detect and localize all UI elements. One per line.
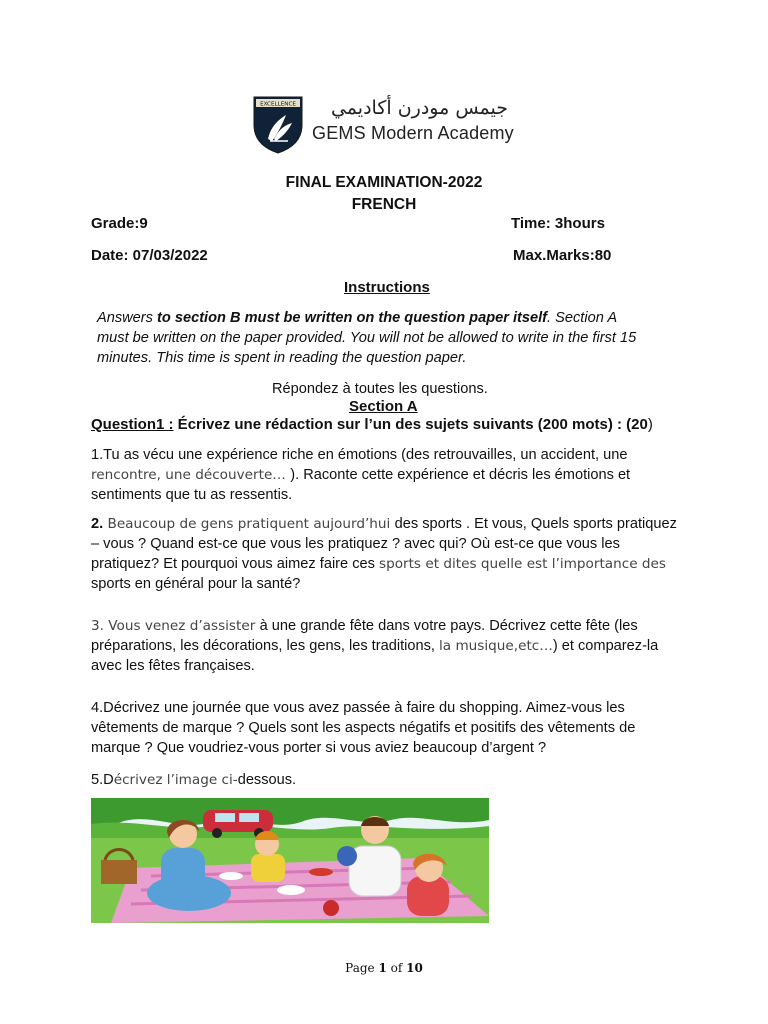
instructions-heading: Instructions <box>344 279 430 296</box>
exam-title: FINAL EXAMINATION-2022 <box>285 174 483 191</box>
instructions-line-2: must be written on the paper provided. You will not be allowed to write in the first 15 <box>97 330 637 346</box>
question1-heading: Question1 : Écrivez une rédaction sur l’un des sujets suivants (200 mots) : (20) <box>91 416 653 433</box>
picnic-illustration <box>91 798 489 923</box>
logo-english-text: GEMS Modern Academy <box>312 123 514 143</box>
date-label: Date: 07/03/2022 <box>91 247 208 264</box>
answer-all-text: Répondez à toutes les questions. <box>272 381 488 397</box>
section-a-heading: Section A <box>349 398 418 415</box>
topic-5: 5.Décrivez l’image ci-dessous. <box>91 772 297 788</box>
topic-2: 2. Beaucoup de gens pratiquent aujourd’hui des sports . Et vous, Quels sports pratiquez – vous ? Quand est-ce que vous les pratiquez ? avec qui? Où est-ce que vous les pratiquez? Et pourquoi vous aimez faire ces sports et dites quelle est l’importance des sports en général pour la santé? <box>91 516 677 592</box>
school-logo <box>250 95 520 157</box>
logo-arabic-text: جيمس مودرن أكاديمي <box>330 97 508 119</box>
school-crest-icon <box>250 95 306 155</box>
crest-badge-text: EXCELLENCE <box>260 101 296 108</box>
instructions-line-3: minutes. This time is spent in reading the question paper. <box>97 350 467 366</box>
topic-1: 1.Tu as vécu une expérience riche en émotions (des retrouvailles, un accident, une rencontre, une découverte… ). Raconte cette expérience et décris les émotions et sentiments que tu as ressentis. <box>91 447 631 503</box>
instructions-text <box>97 308 697 368</box>
topic-3: 3. Vous venez d’assister à une grande fête dans votre pays. Décrivez cette fête (les préparations, les décorations, les gens, les traditions, la musique,etc…) et comparez-la avec les fêtes françaises. <box>91 618 659 674</box>
topic-4: 4.Décrivez une journée que vous avez passée à faire du shopping. Aimez-vous les vêtements de marque ? Quels sont les aspects négatifs et positifs des vêtements de marque ? Que voudriez-vous porter si vous aviez beaucoup d’argent ? <box>91 700 636 756</box>
exam-subject: FRENCH <box>351 196 417 213</box>
grade-label: Grade:9 <box>91 215 148 232</box>
instructions-line-1: Answers to section B must be written on the question paper itself. Section A <box>97 310 618 326</box>
page-number: Page 1 of 10 <box>345 961 423 975</box>
time-label: Time: 3hours <box>511 215 605 232</box>
question1-label: Question1 : <box>91 416 174 433</box>
max-marks-label: Max.Marks:80 <box>513 247 612 264</box>
